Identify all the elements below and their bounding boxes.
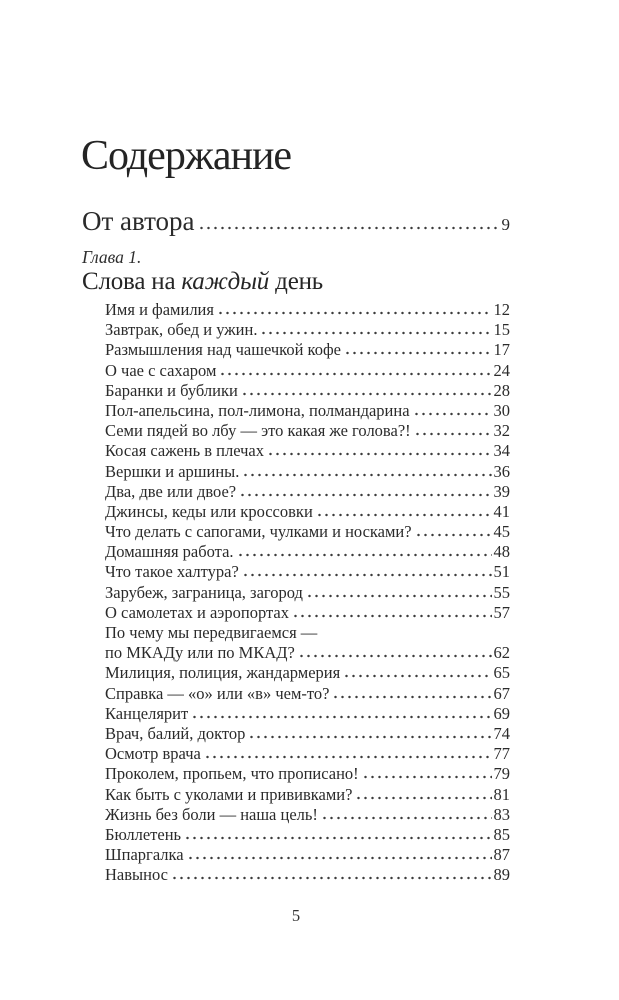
dot-leader [260,331,491,335]
dot-leader [415,533,492,537]
toc-entry [105,300,510,320]
dot-leader [239,493,491,497]
toc-entry-page-number: 39 [493,481,510,501]
toc-entry-page-number: 65 [493,663,510,683]
toc-entry [105,865,510,885]
toc-entry-page-number: 30 [493,400,510,420]
toc-entry [105,361,510,381]
dot-leader [355,796,491,800]
toc-entry [105,340,510,360]
toc-entry-page-number: 67 [493,683,510,703]
dot-leader [237,553,492,557]
toc-list [105,300,510,885]
dot-leader [191,715,491,719]
toc-entry [105,643,510,663]
toc-entry-label: Милиция, полиция, жандармерия [105,663,341,683]
toc-entry-label: по МКАДу или по МКАД? [105,643,295,663]
toc-entry-label: Джинсы, кеды или кроссовки [105,501,313,521]
front-matter-label: От автора [82,206,195,236]
dot-leader [241,392,492,396]
toc-entry-label: Пол-апельсина, пол-лимона, полмандарина [105,400,410,420]
toc-entry-label: Завтрак, обед и ужин. [105,320,258,340]
toc-entry-label: О чае с сахаром [105,360,217,380]
dot-leader [414,432,492,436]
dot-leader [292,614,492,618]
page-title: Содержание [81,133,292,180]
dot-leader [204,755,492,759]
chapter-title-post: день [269,268,323,295]
toc-entry-label: Навынос [105,865,168,885]
dot-leader [187,856,492,860]
toc-entry [105,805,510,825]
dot-leader [248,735,491,739]
toc-entry-page-number: 15 [493,320,510,340]
dot-leader [198,226,500,230]
toc-entry-page-number: 69 [493,703,510,723]
toc-entry-label: Домашняя работа. [105,542,234,562]
toc-entry [105,724,510,744]
toc-entry-label: Семи пядей во лбу — это какая же голова?! [105,421,411,441]
toc-entry [105,704,510,724]
toc-entry-page-number: 51 [493,562,510,582]
dot-leader [298,654,492,658]
toc-entry-label: Размышления над чашечкой кофе [105,340,341,360]
toc-entry [105,825,510,845]
toc-entry-page-number: 12 [493,300,510,319]
toc-entry-page-number: 28 [493,380,510,400]
toc-entry-label: Жизнь без боли — наша цель! [105,804,318,824]
toc-entry-page-number: 89 [493,865,510,885]
toc-entry [105,583,510,603]
toc-entry-label: Канцелярит [105,703,189,723]
dot-leader [242,573,492,577]
chapter-title [82,267,522,296]
toc-entry-page-number: 62 [493,643,510,663]
toc-entry-label: Что такое халтура? [105,562,239,582]
toc-entry-label: Косая сажень в плечах [105,441,265,461]
dot-leader [306,594,492,598]
toc-entry [105,421,510,441]
toc-entry [105,744,510,764]
toc-entry-label: По чему мы передвигаемся — [105,623,318,642]
toc-entry [105,663,510,683]
toc-entry-label: Как быть с уколами и прививками? [105,784,353,804]
toc-entry [105,603,510,623]
toc-entry-label: Врач, балий, доктор [105,723,246,743]
toc-entry-page-number: 87 [493,845,510,865]
dot-leader [413,412,492,416]
toc-entry-page-number: 24 [493,360,510,380]
dot-leader [242,473,491,477]
page-number-folio: 5 [291,906,301,925]
toc-entry-page-number: 17 [493,340,510,360]
toc-entry-page-number: 55 [493,582,510,602]
toc-entry-page-number: 41 [493,501,510,521]
chapter-kicker: Глава 1. [82,247,142,267]
toc-entry [105,845,510,865]
dot-leader [219,372,491,376]
toc-entry-label: Проколем, пропьем, что прописано! [105,764,359,784]
toc-entry-page-number: 74 [493,723,510,743]
toc-entry-page-number: 81 [493,784,510,804]
toc-entry [105,462,510,482]
toc-entry-label: Вершки и аршины. [105,461,240,481]
dot-leader [184,836,491,840]
toc-entry [105,623,510,643]
toc-entry-page-number: 83 [493,804,510,824]
toc-entry-label: Бюллетень [105,824,182,844]
chapter-heading [82,247,522,296]
toc-entry-page-number: 85 [493,824,510,844]
dot-leader [321,816,492,820]
chapter-title-emphasis: каждый [181,268,270,295]
toc-entry [105,502,510,522]
toc-entry-page-number: 36 [493,461,510,481]
toc-entry-page-number: 57 [493,602,510,622]
toc-entry-label: Справка — «о» или «в» чем-то? [105,683,330,703]
toc-entry [105,522,510,542]
dot-leader [343,674,491,678]
toc-entry [105,562,510,582]
toc-entry-page-number: 32 [493,421,510,441]
dot-leader [332,695,491,699]
front-matter-page-number: 9 [501,215,510,234]
toc-entry-label: Осмотр врача [105,744,201,764]
dot-leader [344,351,492,355]
dot-leader [267,452,491,456]
toc-entry [105,785,510,805]
dot-leader [316,513,492,517]
toc-entry-label: О самолетах и аэропортах [105,602,289,622]
toc-entry [105,381,510,401]
toc-entry-page-number: 45 [493,522,510,542]
toc-entry-page-number: 77 [493,744,510,764]
toc-entry-label: Баранки и бублики [105,380,238,400]
toc-entry [105,764,510,784]
toc-entry [105,441,510,461]
toc-entry [105,320,510,340]
toc-entry-label: Зарубеж, заграница, загород [105,582,303,602]
toc-entry [105,482,510,502]
front-matter-row [82,206,510,240]
toc-entry-label: Шпаргалка [105,845,184,865]
toc-entry-label: Два, две или двое? [105,481,237,501]
chapter-title-pre: Слова на [82,268,182,295]
toc-entry [105,401,510,421]
toc-entry [105,542,510,562]
toc-entry-label: Что делать с сапогами, чулками и носками? [105,522,412,542]
dot-leader [217,311,492,315]
toc-entry-page-number: 48 [493,542,510,562]
toc-entry-page-number: 34 [493,441,510,461]
toc-entry-page-number: 79 [493,764,510,784]
dot-leader [362,775,492,779]
dot-leader [171,876,492,880]
toc-entry-label: Имя и фамилия [105,300,214,319]
toc-entry [105,684,510,704]
